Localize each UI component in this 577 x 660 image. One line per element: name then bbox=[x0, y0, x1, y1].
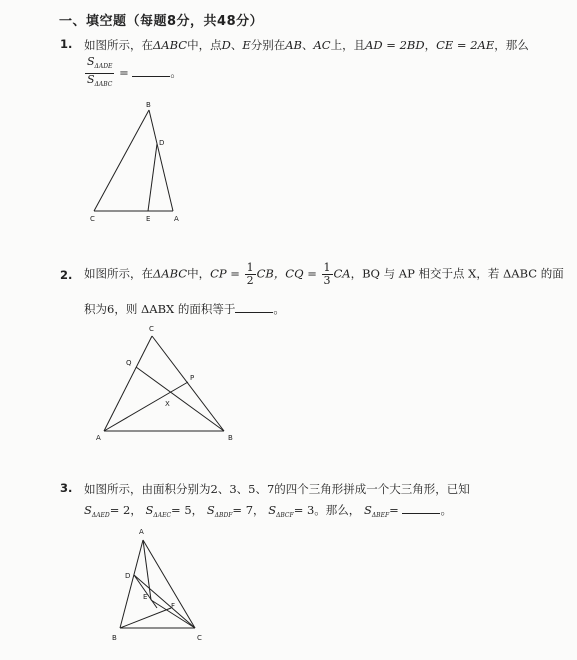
label-F: F bbox=[171, 602, 176, 610]
question-2-number: 2. bbox=[60, 268, 73, 282]
figure-3-triangle bbox=[105, 522, 215, 648]
answer-blank-1[interactable] bbox=[132, 66, 170, 77]
label-X: X bbox=[165, 400, 170, 408]
section-title: 一、填空题（每题8分，共48分） bbox=[59, 14, 264, 29]
question-3-line-1: 如图所示，由面积分别为2、3、5、7的四个三角形拼成一个大三角形，已知 bbox=[84, 482, 470, 496]
figure-1-triangle bbox=[80, 95, 190, 225]
answer-blank-3[interactable] bbox=[402, 503, 440, 514]
label-B: B bbox=[146, 101, 151, 109]
label-D: D bbox=[125, 572, 131, 580]
label-B: B bbox=[228, 434, 233, 442]
label-A: A bbox=[96, 434, 101, 442]
question-3-line-2: $S_{\Delta AED}= 2$， $S_{\Delta AEC}= 5$， $S_{\Delta BDF}= 7$， $S_{\Delta BCF}= 3$。那么， $S_{\Delta BEF}=$ 。 bbox=[84, 503, 452, 519]
label-A: A bbox=[139, 528, 144, 536]
question-2-line-2: 积为6，则 ΔABX 的面积等于 。 bbox=[84, 302, 285, 316]
label-E: E bbox=[146, 215, 151, 223]
label-E: E bbox=[143, 593, 148, 601]
label-C: C bbox=[149, 325, 154, 333]
label-B: B bbox=[112, 634, 117, 642]
question-3-number: 3. bbox=[60, 481, 73, 495]
label-C: C bbox=[197, 634, 202, 642]
question-2-line-1: 如图所示，在ΔABC中，CP = $\frac{1}{2}$ CB，CQ = $\frac{1}{3}$ CA，BQ 与 AP 相交于点 X，若 ΔABC 的面 bbox=[84, 261, 564, 287]
label-C: C bbox=[90, 215, 95, 223]
question-1-text: 如图所示，在ΔABC中，点D、E分别在AB、AC上，且AD = 2BD，CE = 2AE，那么 bbox=[84, 38, 529, 52]
question-1-ratio: $\frac{S_{\Delta ADE}}{S_{\Delta ABC}}$ = 。 bbox=[84, 56, 182, 91]
figure-2-triangle bbox=[90, 320, 240, 445]
fraction-one-half: $\frac{1}{2}$ bbox=[246, 261, 254, 287]
label-D: D bbox=[159, 139, 165, 147]
label-A: A bbox=[174, 215, 179, 223]
label-P: P bbox=[190, 374, 195, 382]
area-ratio-fraction: $\frac{S_{\Delta ADE}}{S_{\Delta ABC}}$ bbox=[87, 55, 113, 88]
question-1-number: 1. bbox=[60, 37, 73, 51]
fraction-one-third: $\frac{1}{3}$ bbox=[323, 261, 331, 287]
label-Q: Q bbox=[126, 359, 132, 367]
answer-blank-2[interactable] bbox=[235, 302, 273, 313]
